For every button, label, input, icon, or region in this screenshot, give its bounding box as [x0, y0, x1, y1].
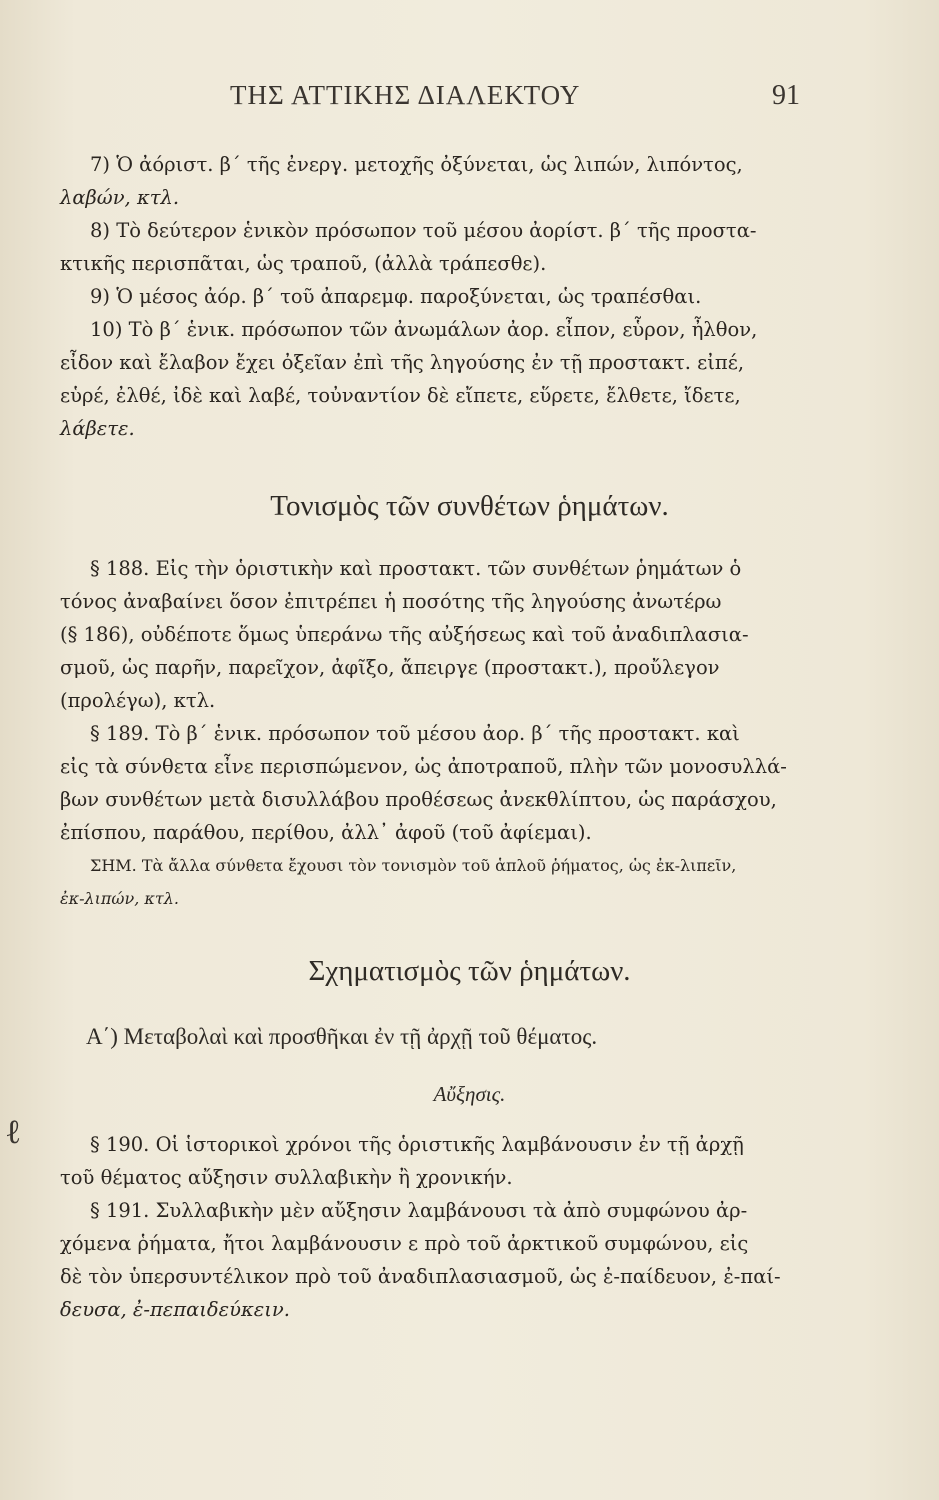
text-line: σμοῦ, ὡς παρῆν, παρεῖχον, ἀφῖξο, ἄπειργε (προστακτ.), προὔλεγον — [60, 656, 720, 679]
text-line: (προλέγω), κτλ. — [60, 689, 216, 712]
note-line: ἐκ-λιπών, κτλ. — [60, 889, 179, 908]
subheading-augment: Αὔξησις. — [433, 1082, 506, 1106]
text-line: βων συνθέτων μετὰ δισυλλάβου προθέσεως ἀνεκθλίπτου, ὡς παράσχου, — [60, 788, 777, 811]
text-line: § 188. Εἰς τὴν ὁριστικὴν καὶ προστακτ. τῶν συνθέτων ῥημάτων ὁ — [90, 557, 742, 580]
text-line: ἐπίσπου, παράθου, περίθου, ἀλλ᾽ ἀφοῦ (τοῦ ἀφίεμαι). — [60, 821, 592, 844]
section-heading-accent-compounds: Τονισμὸς τῶν συνθέτων ῥημάτων. — [270, 490, 669, 522]
margin-mark: ℓ — [5, 1112, 22, 1152]
text-line: (§ 186), οὐδέποτε ὅμως ὑπεράνω τῆς αὐξήσεως καὶ τοῦ ἀναδιπλασια- — [60, 623, 749, 646]
text-line: κτικῆς περισπᾶται, ὡς τραποῦ, (ἀλλὰ τράπεσθε). — [60, 252, 547, 275]
note-line: ΣΗΜ. Τὰ ἄλλα σύνθετα ἔχουσι τὸν τονισμὸν τοῦ ἁπλοῦ ῥήματος, ὡς ἐκ-λιπεῖν, — [90, 856, 737, 875]
text-line: § 190. Οἱ ἱστορικοὶ χρόνοι τῆς ὁριστικῆς λαμβάνουσιν ἐν τῇ ἀρχῇ — [90, 1133, 744, 1156]
text-line: λαβών, κτλ. — [60, 186, 180, 209]
section-heading-formation: Σχηματισμὸς τῶν ῥημάτων. — [308, 955, 631, 987]
text-line: χόμενα ῥήματα, ἤτοι λαμβάνουσιν ε πρὸ τοῦ ἀρκτικοῦ συμφώνου, εἰς — [60, 1232, 749, 1255]
text-line: 10) Τὸ β΄ ἑνικ. πρόσωπον τῶν ἀνωμάλων ἀορ. εἶπον, εὗρον, ἦλθον, — [90, 318, 758, 341]
text-line: εἰς τὰ σύνθετα εἶνε περισπώμενον, ὡς ἀποτραποῦ, πλὴν τῶν μονοσυλλά- — [60, 755, 787, 778]
text-line: εἶδον καὶ ἔλαβον ἔχει ὀξεῖαν ἐπὶ τῆς ληγούσης ἐν τῇ προστακτ. εἰπέ, — [60, 351, 745, 374]
text-line: δὲ τὸν ὑπερσυντέλικον πρὸ τοῦ ἀναδιπλασιασμοῦ, ὡς ἐ-παίδευον, ἐ-παί- — [60, 1265, 781, 1288]
paragraphs-188-189 — [60, 552, 820, 915]
text-line: τόνος ἀναβαίνει ὅσον ἐπιτρέπει ἡ ποσότης τῆς ληγούσης ἀνωτέρω — [60, 590, 722, 613]
running-title: ΤΗΣ ΑΤΤΙΚΗΣ ΔΙΑΛΕΚΤΟΥ — [230, 80, 581, 110]
text-line: τοῦ θέματος αὔξησιν συλλαβικὴν ἢ χρονικήν. — [60, 1166, 513, 1189]
running-header — [0, 80, 939, 120]
text-line: 7) Ὁ ἀόριστ. β΄ τῆς ἐνεργ. μετοχῆς ὀξύνεται, ὡς λιπών, λιπόντος, — [90, 153, 743, 176]
text-line: εὑρέ, ἐλθέ, ἰδὲ καὶ λαβέ, τοὐναντίον δὲ εἴπετε, εὕρετε, ἔλθετε, ἴδετε, — [60, 384, 741, 407]
text-line: § 191. Συλλαβικὴν μὲν αὔξησιν λαμβάνουσι τὰ ἀπὸ συμφώνου ἀρ- — [90, 1199, 748, 1222]
paragraphs-7-to-10 — [60, 148, 820, 445]
text-line: § 189. Τὸ β΄ ἑνικ. πρόσωπον τοῦ μέσου ἀορ. β΄ τῆς προστακτ. καὶ — [90, 722, 740, 745]
paragraphs-190-191 — [60, 1128, 820, 1326]
text-line: 9) Ὁ μέσος ἀόρ. β΄ τοῦ ἀπαρεμφ. παροξύνεται, ὡς τραπέσθαι. — [90, 285, 702, 308]
text-line: 8) Τὸ δεύτερον ἑνικὸν πρόσωπον τοῦ μέσου ἀορίστ. β΄ τῆς προστα- — [90, 219, 757, 242]
page-number: 91 — [772, 80, 800, 111]
text-line: λάβετε. — [60, 417, 135, 440]
subheading-changes: Α΄) Μεταβολαὶ καὶ προσθῆκαι ἐν τῇ ἀρχῇ τοῦ θέματος. — [86, 1024, 598, 1049]
text-line: δευσα, ἐ-πεπαιδεύκειν. — [60, 1298, 290, 1321]
